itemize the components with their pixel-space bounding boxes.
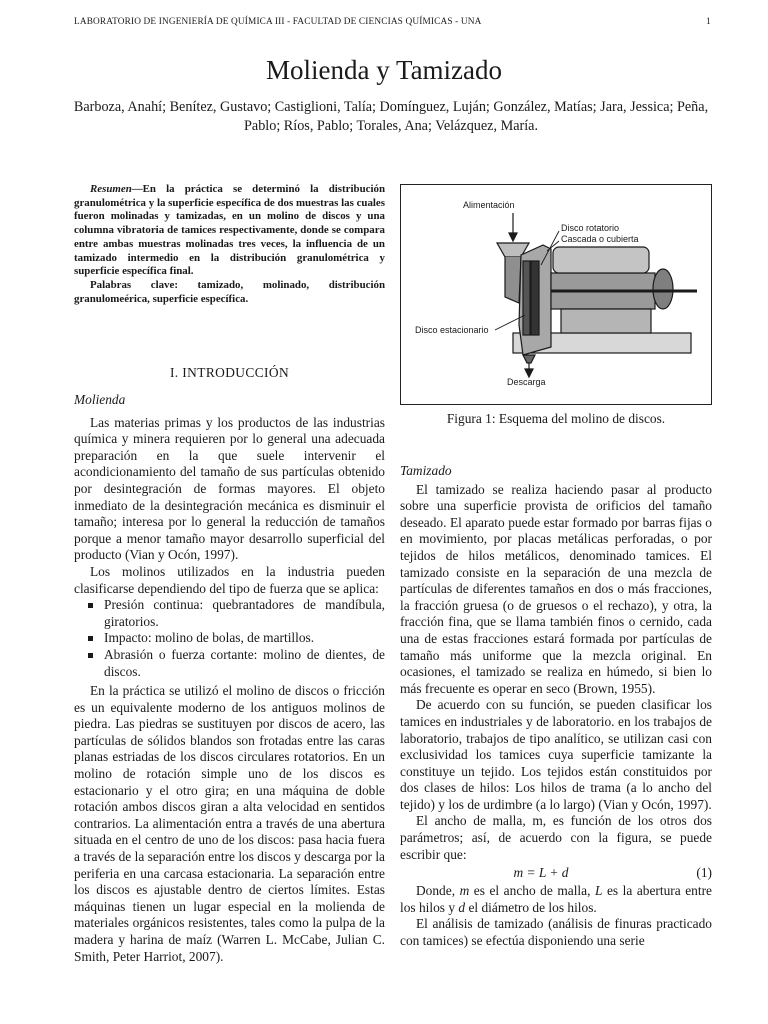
- label-rotating-disc: Disco rotatorio: [561, 223, 620, 233]
- equation-expression: m = L + d: [513, 864, 569, 880]
- list-item-text: Presión continua: quebrantadores de mandíbula, giratorios.: [104, 597, 385, 629]
- list-item: [74, 597, 385, 630]
- list-item-text: Abrasión o fuerza cortante: molino de dientes, de discos.: [104, 646, 385, 679]
- feed-chute: [505, 257, 521, 303]
- page-number: 1: [706, 17, 711, 27]
- right-column: [400, 463, 712, 950]
- section-heading-introduction: I. INTRODUCCIÓN: [169, 365, 290, 380]
- bullet-icon: [88, 636, 93, 641]
- discharge-spout: [523, 355, 535, 363]
- disc-mill-diagram: [401, 185, 711, 404]
- paragraph: Los molinos utilizados en la industria pueden clasificarse dependiendo del tipo de fuerza que se aplica:: [74, 563, 385, 596]
- paragraph: En la práctica se utilizó el molino de discos o fricción es un equivalente moderno de los antiguos molinos de piedra. Las piedras se sustituyen por discos de acero, las partículas de sólidos blandos son frotadas entre las caras planas estriadas de los discos circulares rotatorios. En un molino de rotación simple uno de los discos es estacionario y el otro gira; en una máquina de doble rotación ambos discos giran a alta velocidad en sentidos contrarios. La alimentación entra a través de una abertura situada en el centro de uno de los discos: pasa hacia fuera a través de la separación entre los discos y descarga por la periferia en una carcasa estacionaria. La separación entre los discos es ajustable dentro de ciertos límites. Estas máquinas tienen un lugar especial en la molienda de materiales orgánicos resistentes, tales como la pulpa de la madera y harina de maíz (Warren L. McCabe, Julian C. Smith, Peter Harriot, 2007).: [74, 683, 385, 964]
- subheading-molienda: Molienda: [74, 392, 126, 407]
- text-run: el diámetro de los hilos.: [465, 899, 597, 915]
- abstract: [74, 183, 385, 306]
- math-symbol: d: [458, 899, 466, 915]
- text-run: es la abertura entre los hilos y: [400, 883, 713, 915]
- paragraph: De acuerdo con su función, se pueden clasificar los tamices en industriales y de laboratorio. en los trabajos de laboratorio, trabajos de tipo analítico, se utilizan casi con exclusividad los tamices cuya superficie tamizante la constituye un tejido. Los tejidos están constituidos por dos clases de hilos: Los hilos de trama (a lo ancho del tejido) y los de urdimbre (a lo largo) (Vian y Ocón, 1997).: [400, 697, 712, 812]
- list-item: [74, 630, 385, 647]
- equation-1: [400, 863, 712, 883]
- math-symbol: L: [594, 883, 603, 899]
- abstract-text: —En la práctica se determinó la distribución granulométrica y la superficie específica de dos muestras las cuales fueron molinadas y tamizadas, en un molino de discos y una columna vibratoria de tamices respectivamente, donde se compara entre ambas muestras molinadas tres veces, la influencia de un tamizado intermedio en la distribución granulométrica y superficie específica final.: [74, 183, 385, 278]
- paragraph: El tamizado se realiza haciendo pasar al producto sobre una superficie provista de orificios del tamaño deseado. El aparato puede estar formado por barras fijas o en movimiento, por placas metálicas perforadas, o por tejidos de hilos metálicos, denominado tamices. El tamizado consiste en la separación de una mezcla de partículas de diferentes tamaños en dos o más fracciones, la fracción gruesa (o de gruesos o el rechazo), y otra, la fracción fina, que se llama también finos o cernido, cada una de estas fracciones estará formada por partículas de tamaño más uniforme que la mezcla original. En ocasiones, el tamizado se realiza en húmedo, si bien lo más frecuente es operar en seco (Brown, 1955).: [400, 481, 712, 696]
- list-item-text: Impacto: molino de bolas, de martillos.: [104, 630, 315, 646]
- figure-caption: Figura 1: Esquema del molino de discos.: [446, 411, 666, 426]
- label-discharge: Descarga: [507, 377, 546, 387]
- paragraph: El ancho de malla, m, es función de los otros dos parámetros; así, de acuerdo con la figura, se puede escribir que:: [400, 813, 712, 862]
- mill-type-list: [74, 597, 385, 680]
- bullet-icon: [88, 653, 93, 658]
- feed-arrowhead: [509, 233, 517, 241]
- pulley: [653, 269, 673, 309]
- paragraph: [400, 883, 712, 916]
- label-stationary-disc: Disco estacionario: [415, 325, 489, 335]
- text-run: es el ancho de malla,: [469, 883, 595, 899]
- paragraph: El análisis de tamizado (análisis de finuras practicado con tamices) se efectúa disponiendo una serie: [400, 916, 712, 949]
- subheading-tamizado: Tamizado: [400, 463, 452, 478]
- left-column: [74, 392, 385, 965]
- label-casing: Cascada o cubierta: [561, 234, 639, 244]
- paper-title: Molienda y Tamizado: [265, 55, 503, 85]
- discharge-arrowhead: [525, 369, 533, 377]
- abstract-body: [74, 183, 385, 279]
- running-header: LABORATORIO DE INGENIERÍA DE QUÍMICA III - FACULTAD DE CIENCIAS QUÍMICAS - UNA: [74, 17, 482, 27]
- support: [561, 309, 651, 333]
- math-symbol: m: [459, 883, 470, 899]
- bullet-icon: [88, 603, 93, 608]
- keywords: Palabras clave: tamizado, molinado, distribución granulomeérica, superficie específica.: [74, 278, 385, 305]
- rotating-disc: [531, 261, 539, 335]
- label-feed: Alimentación: [463, 200, 515, 210]
- list-item: [74, 647, 385, 680]
- abstract-label: Resumen: [90, 183, 132, 195]
- text-run: Donde,: [416, 883, 460, 899]
- figure-disc-mill: [400, 184, 712, 405]
- paragraph: Las materias primas y los productos de las industrias química y minera requieren por lo general una adecuada preparación en la que suele intervenir el acondicionamiento del tamaño de sus partículas obtenido por desintegración de formas mayores. El objeto inmediato de la desintegración mecánica es disminuir el tamaño; interesa por lo general la reducción de tamaños porque a menor tamaño mayor desarrollo superficial del producto (Vian y Ocón, 1997).: [74, 414, 385, 563]
- motor: [553, 247, 649, 273]
- equation-number: (1): [696, 864, 712, 880]
- author-list: Barboza, Anahí; Benítez, Gustavo; Castiglioni, Talía; Domínguez, Luján; González, Matías; Jara, Jessica; Peña, Pablo; Ríos, Pablo; Torales, Ana; Velázquez, María.: [73, 99, 709, 134]
- stationary-disc: [523, 261, 530, 335]
